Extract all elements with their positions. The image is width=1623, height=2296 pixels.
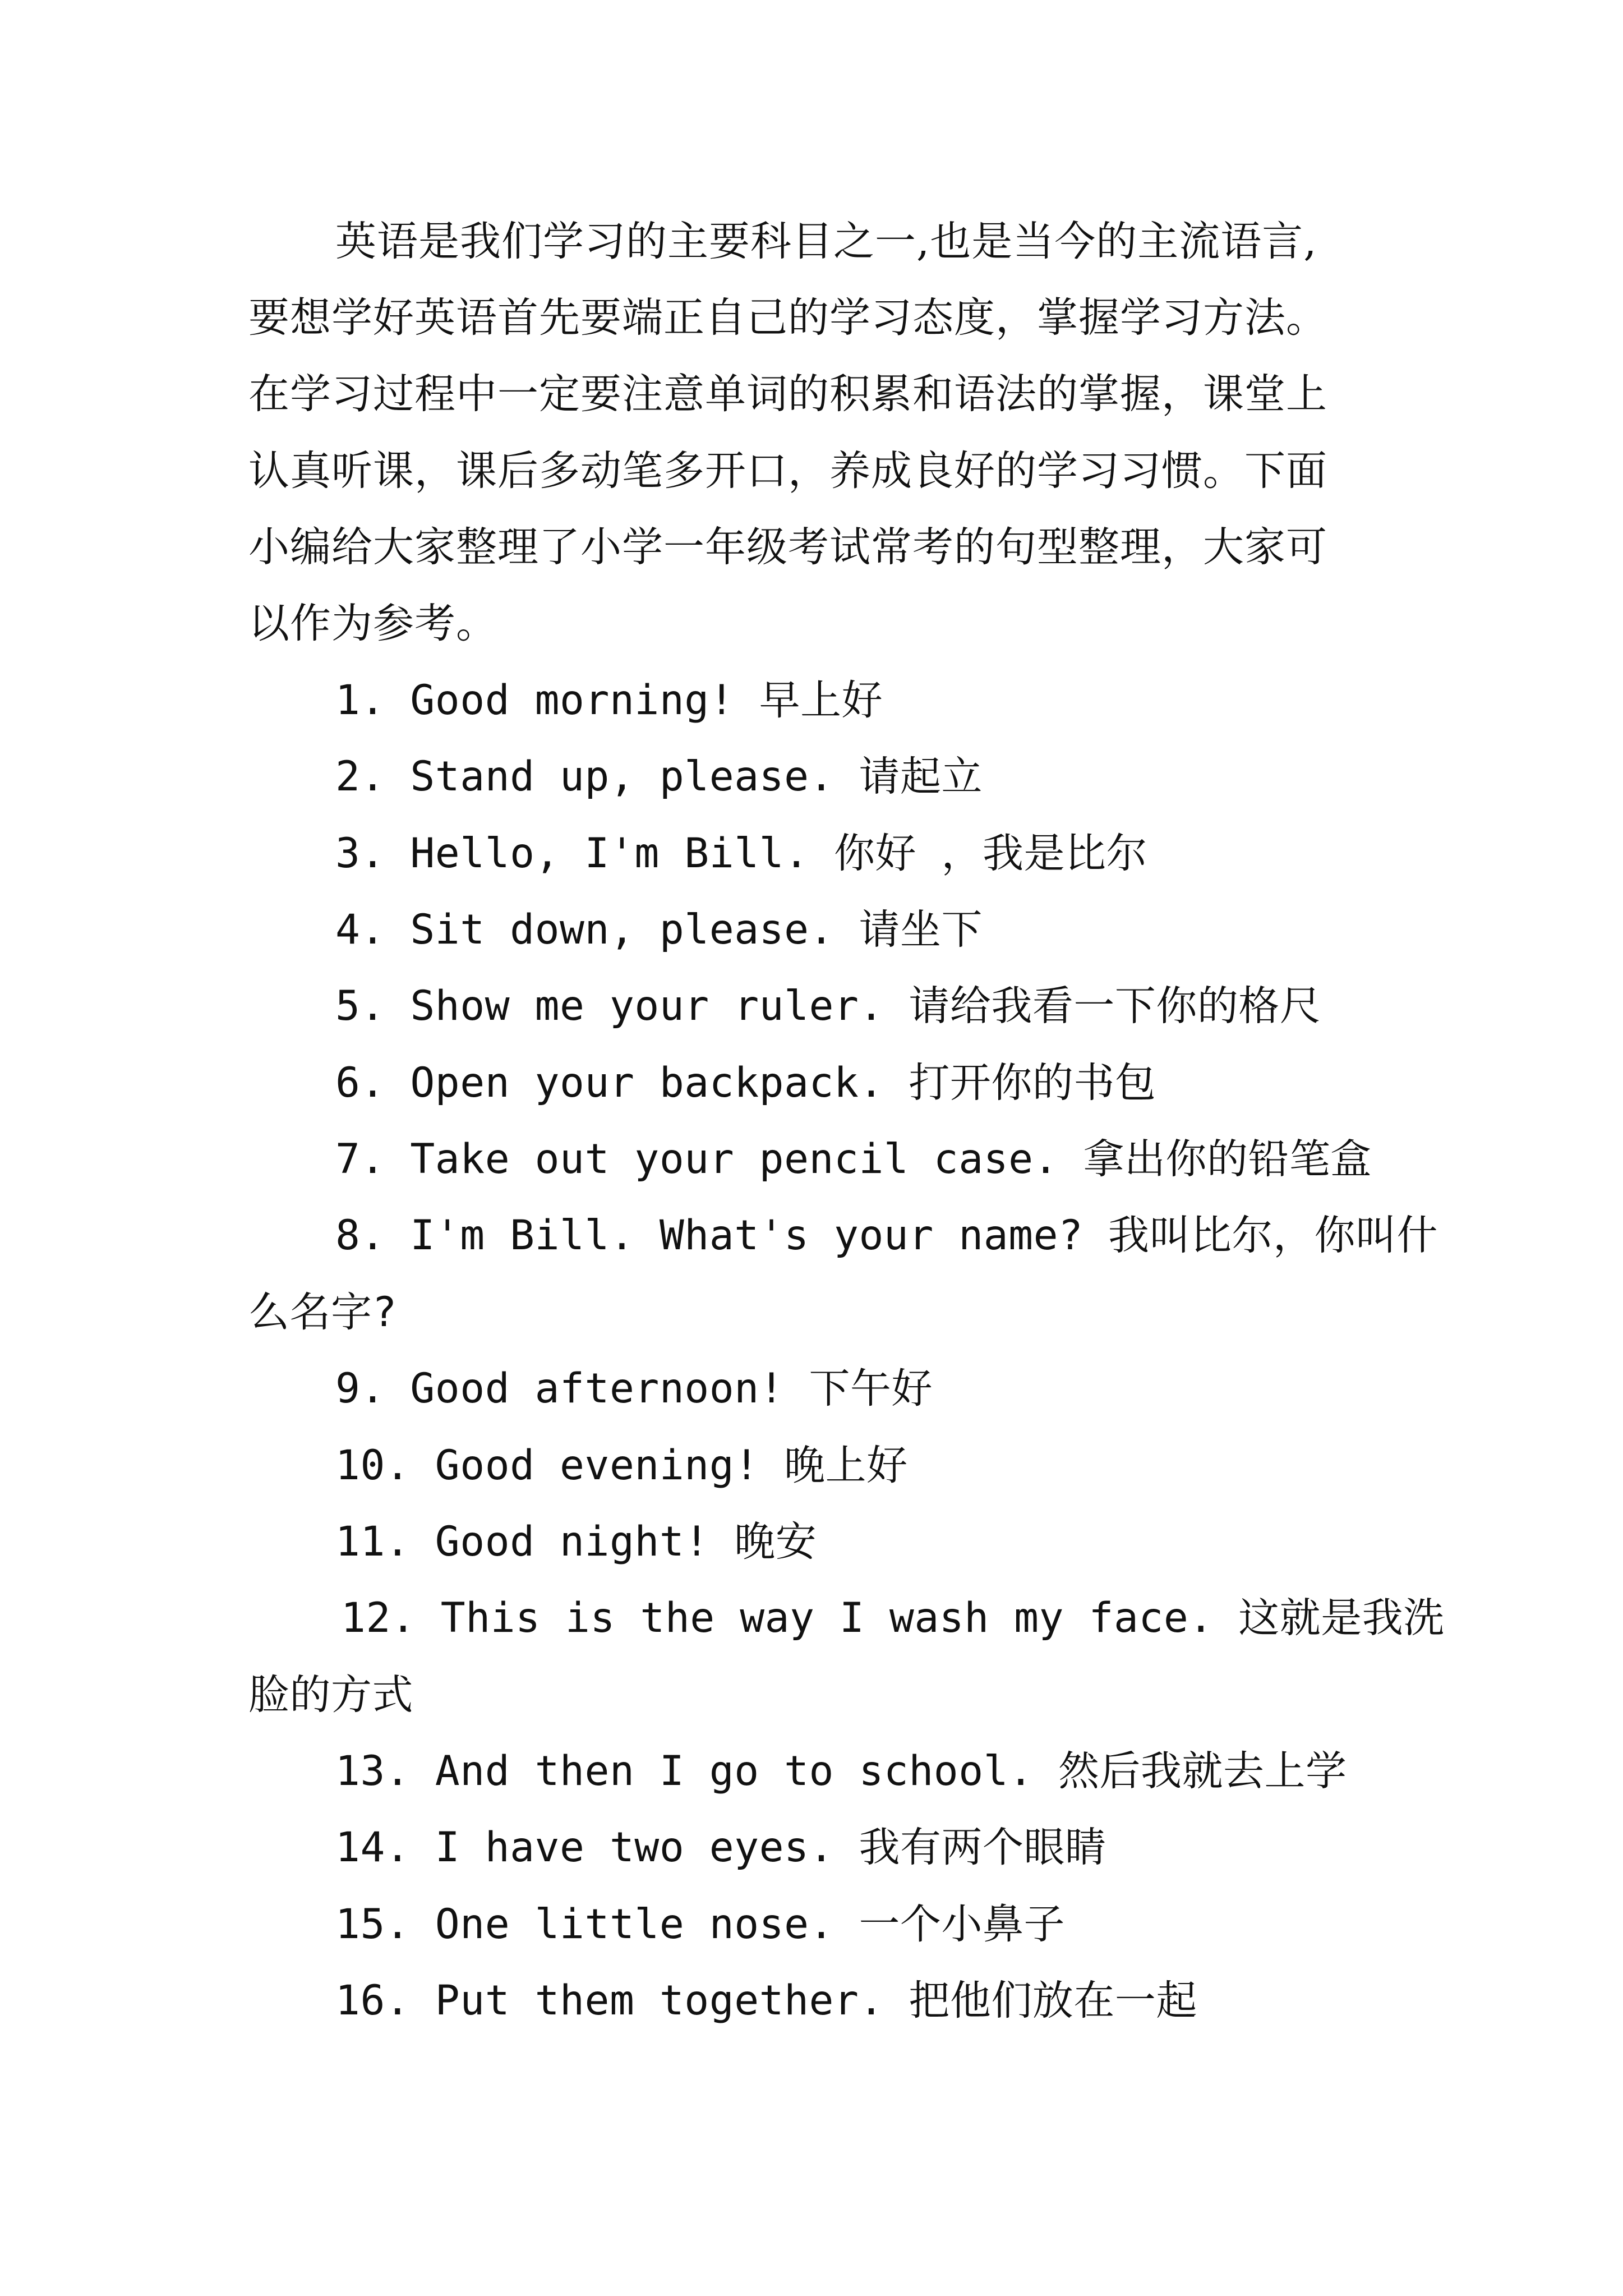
sentence-8-continuation: 么名字? xyxy=(248,1289,397,1336)
sentence-10: 10. Good evening! 晚上好 xyxy=(335,1442,908,1489)
sentence-4: 4. Sit down, please. 请坐下 xyxy=(335,906,983,954)
intro-line-3: 在学习过程中一定要注意单词的积累和语法的掌握，课堂上 xyxy=(248,370,1327,418)
intro-line-2: 要想学好英语首先要端正自己的学习态度，掌握学习方法。 xyxy=(248,294,1327,342)
sentence-7: 7. Take out your pencil case. 拿出你的铅笔盒 xyxy=(335,1135,1372,1183)
sentence-2: 2. Stand up, please. 请起立 xyxy=(335,753,983,800)
sentence-16: 16. Put them together. 把他们放在一起 xyxy=(335,1977,1197,2024)
sentence-12-continuation: 脸的方式 xyxy=(248,1671,413,1719)
sentence-11: 11. Good night! 晚安 xyxy=(335,1518,817,1566)
intro-line-6: 以作为参考。 xyxy=(248,600,497,647)
sentence-6: 6. Open your backpack. 打开你的书包 xyxy=(335,1059,1156,1107)
sentence-1: 1. Good morning! 早上好 xyxy=(335,677,883,724)
intro-line-5: 小编给大家整理了小学一年级考试常考的句型整理，大家可 xyxy=(248,523,1327,571)
sentence-12: 12. This is the way I wash my face. 这就是我洗 xyxy=(341,1594,1445,1642)
sentence-8: 8. I'm Bill. What's your name? 我叫比尔，你叫什 xyxy=(335,1212,1438,1259)
intro-line-4: 认真听课，课后多动笔多开口，养成良好的学习习惯。下面 xyxy=(248,447,1327,495)
sentence-9: 9. Good afternoon! 下午好 xyxy=(335,1365,933,1412)
intro-line-1: 英语是我们学习的主要科目之一,也是当今的主流语言, xyxy=(335,218,1317,265)
sentence-3: 3. Hello, I'm Bill. 你好 ，我是比尔 xyxy=(335,830,1147,877)
sentence-5: 5. Show me your ruler. 请给我看一下你的格尺 xyxy=(335,982,1321,1030)
sentence-13: 13. And then I go to school. 然后我就去上学 xyxy=(335,1747,1347,1795)
sentence-14: 14. I have two eyes. 我有两个眼睛 xyxy=(335,1824,1106,1871)
sentence-15: 15. One little nose. 一个小鼻子 xyxy=(335,1901,1065,1948)
